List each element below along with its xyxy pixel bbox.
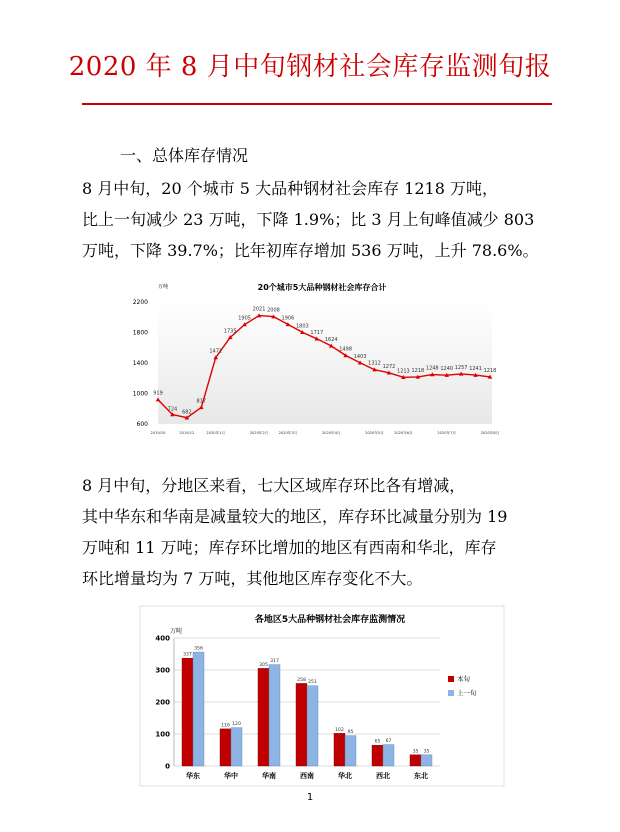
data-label: 1471 <box>209 348 223 355</box>
chart-title: 各地区5大品种钢材社会库存监测情况 <box>254 615 406 625</box>
data-label: 1218 <box>483 367 497 374</box>
regional-bar-chart <box>140 606 504 786</box>
data-label: 1803 <box>295 323 309 330</box>
data-label: 1312 <box>368 360 381 367</box>
data-label: 1240 <box>440 366 454 373</box>
x-tick-label: 2019/12 <box>179 431 195 435</box>
paragraph-line: 其中华东和华南是减量较大的地区，库存环比减量分别为 19 <box>82 507 508 526</box>
y-tick-label: 100 <box>155 730 170 739</box>
y-axis-unit: 万吨 <box>158 284 169 290</box>
y-tick-label: 200 <box>155 698 170 707</box>
category-label: 西北 <box>376 772 390 780</box>
bar-value-label: 258 <box>297 677 306 683</box>
x-tick-label: 2020年7月 <box>437 431 457 435</box>
data-label: 919 <box>153 390 163 397</box>
x-tick-label: 2020年2月 <box>249 431 269 435</box>
data-label: 1735 <box>223 328 237 335</box>
bar-value-label: 337 <box>183 652 192 658</box>
data-label: 1213 <box>397 368 410 375</box>
bar <box>421 755 432 766</box>
category-label: 华南 <box>262 772 276 780</box>
category-label: 华中 <box>224 772 238 780</box>
document-title: 2020 年 8 月中旬钢材社会库存监测旬报 <box>68 52 552 82</box>
page-number: 1 <box>306 792 314 803</box>
bar-value-label: 120 <box>232 722 241 728</box>
y-tick-label: 300 <box>155 666 170 675</box>
data-label: 817 <box>196 398 207 405</box>
inventory-line-chart <box>132 278 500 440</box>
x-tick-label: 2020年3月 <box>278 431 298 435</box>
paragraph-line: 8 月中旬，分地区来看，七大区域库存环比各有增减， <box>82 476 466 495</box>
bar <box>258 668 269 766</box>
bar <box>383 745 394 766</box>
bar <box>296 683 307 766</box>
paragraph-line: 万吨，下降 39.7%；比年初库存增加 536 万吨，上升 78.6%。 <box>82 241 539 260</box>
bar <box>345 736 356 766</box>
category-label: 东北 <box>414 772 428 780</box>
data-label: 1905 <box>238 315 251 322</box>
y-tick-label: 1000 <box>132 390 148 398</box>
category-label: 西南 <box>300 772 314 780</box>
bar <box>307 686 318 766</box>
data-label: 682 <box>182 409 192 416</box>
x-tick-label: 2019/10 <box>150 431 166 435</box>
legend-swatch <box>448 676 454 682</box>
bar <box>269 665 280 766</box>
bar <box>372 745 383 766</box>
data-label: 2008 <box>267 307 280 314</box>
x-tick-label: 2020年4月 <box>321 431 341 435</box>
bar <box>231 728 242 766</box>
bar-value-label: 35 <box>412 749 419 755</box>
paragraph-line: 比上一旬减少 23 万吨，下降 1.9%；比 3 月上旬峰值减少 803 <box>82 210 535 229</box>
category-label: 华东 <box>186 772 200 780</box>
y-tick-label: 1800 <box>132 329 148 337</box>
paragraph-overall <box>82 173 552 266</box>
data-label: 1498 <box>339 346 353 353</box>
y-tick-label: 0 <box>165 762 170 771</box>
bar-value-label: 102 <box>335 727 344 733</box>
legend-swatch <box>448 690 454 696</box>
bar-value-label: 65 <box>374 739 381 745</box>
y-tick-label: 600 <box>136 421 148 428</box>
data-label: 1272 <box>382 363 396 370</box>
y-tick-label: 2200 <box>132 299 148 306</box>
bar-value-label: 251 <box>308 680 317 686</box>
title-rule <box>82 103 552 105</box>
bar <box>220 729 231 766</box>
paragraph-regional <box>82 470 552 594</box>
bar <box>410 755 421 766</box>
bar <box>182 658 193 766</box>
category-label: 华北 <box>338 772 352 780</box>
y-axis-unit: 万吨 <box>170 628 183 635</box>
data-label: 2021 <box>252 306 266 313</box>
data-label: 1624 <box>324 336 338 343</box>
section-heading: 一、总体库存情况 <box>120 146 249 165</box>
data-label: 1248 <box>425 365 439 372</box>
bar-value-label: 356 <box>194 646 203 652</box>
data-label: 1257 <box>454 364 468 371</box>
bar-value-label: 95 <box>347 730 354 736</box>
x-tick-label: 2020年1月 <box>206 431 226 435</box>
bar-value-label: 305 <box>259 662 268 668</box>
bar-value-label: 35 <box>423 749 430 755</box>
y-tick-label: 1400 <box>132 360 148 367</box>
data-label: 1241 <box>469 366 482 373</box>
bar-value-label: 116 <box>221 723 230 729</box>
bar-value-label: 67 <box>385 739 392 745</box>
data-label: 1403 <box>353 353 367 360</box>
paragraph-line: 万吨和 11 万吨；库存环比增加的地区有西南和华北，库存 <box>82 538 497 557</box>
plot-area <box>158 302 492 424</box>
paragraph-line: 环比增量均为 7 万吨，其他地区库存变化不大。 <box>82 569 423 588</box>
bar-value-label: 317 <box>270 659 279 665</box>
bar <box>334 733 345 766</box>
x-tick-label: 2020年8月 <box>480 431 500 435</box>
y-tick-label: 400 <box>155 634 170 643</box>
data-label: 724 <box>167 406 178 413</box>
chart-title: 20个城市5大品种钢材社会库存合计 <box>257 283 387 292</box>
bar <box>193 652 204 766</box>
data-label: 1906 <box>281 315 295 322</box>
data-label: 1218 <box>411 367 425 374</box>
data-label: 1717 <box>310 329 324 336</box>
legend-label: 上一旬 <box>457 689 477 697</box>
paragraph-line: 8 月中旬，20 个城市 5 大品种钢材社会库存 1218 万吨， <box>82 179 498 198</box>
x-tick-label: 2020年6月 <box>394 431 413 435</box>
legend-label: 本旬 <box>457 675 470 683</box>
x-tick-label: 2020年5月 <box>365 431 384 435</box>
